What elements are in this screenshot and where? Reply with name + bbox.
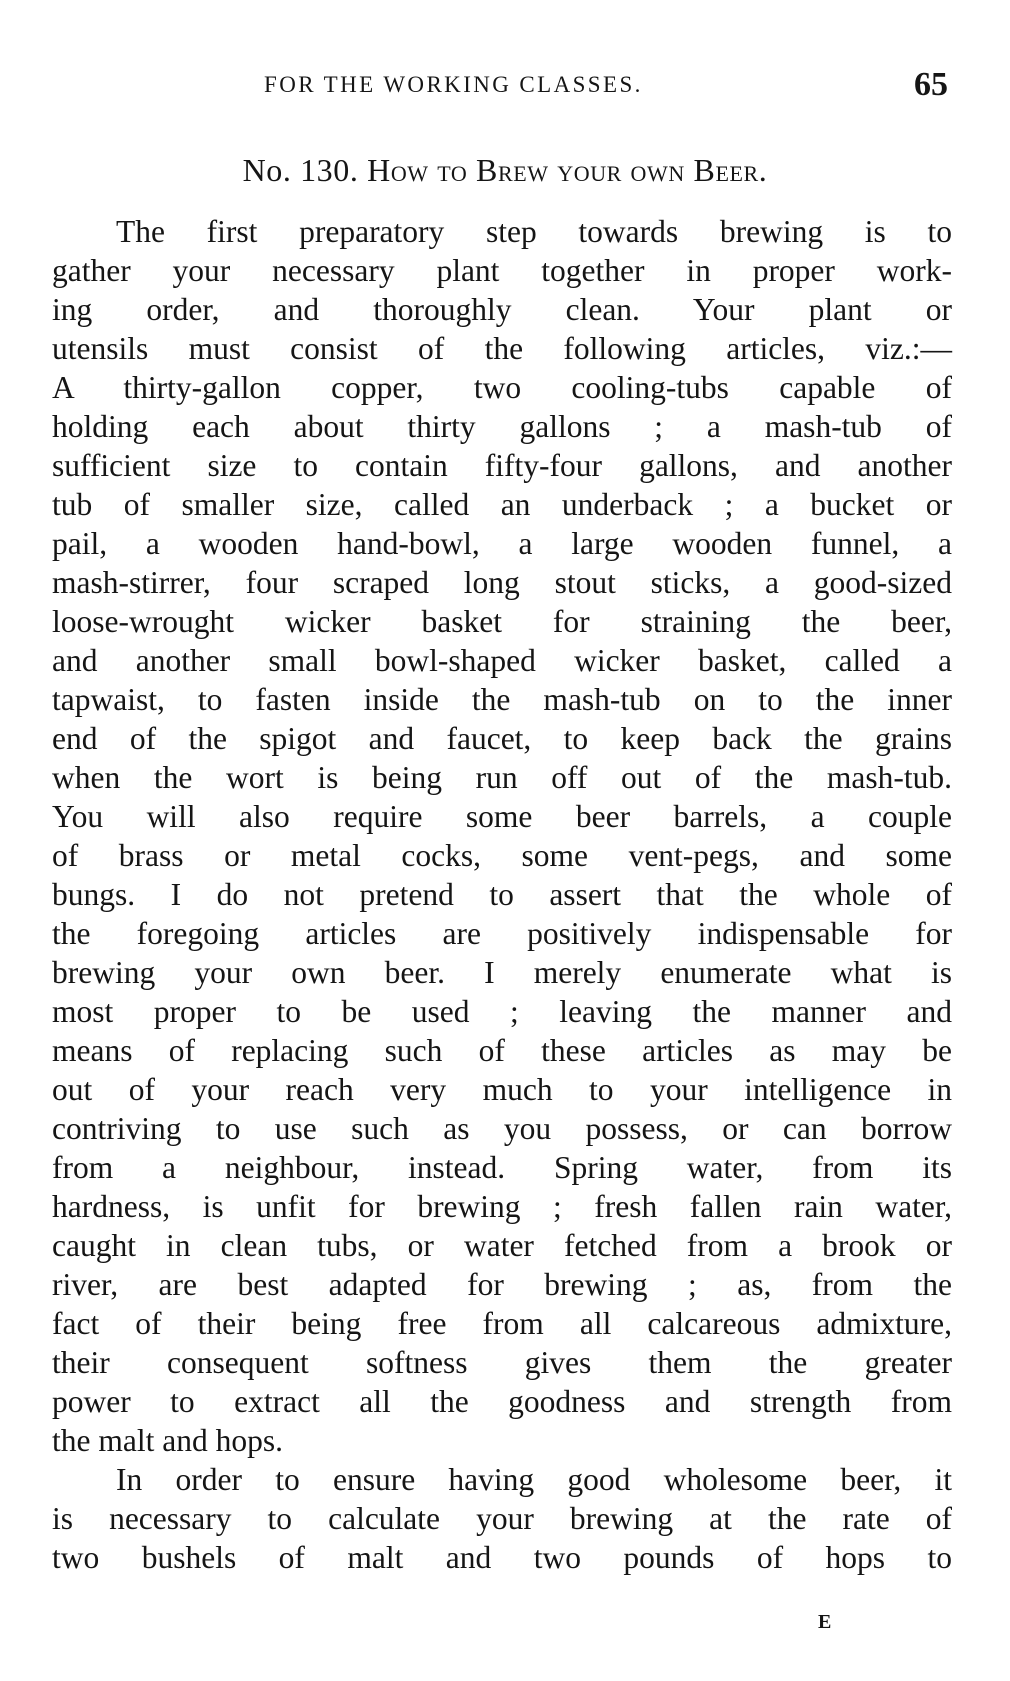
text-line: bungs. I do not pretend to assert that the whole of (52, 877, 952, 912)
text-line: power to extract all the goodness and strength from (52, 1384, 952, 1419)
text-line: brewing your own beer. I merely enumerate what is (52, 955, 952, 990)
text-line: tub of smaller size, called an underback ; a bucket or (52, 487, 952, 522)
text-line: from a neighbour, instead. Spring water, from its (52, 1150, 952, 1185)
section-heading: How to Brew your own Beer. (367, 152, 768, 188)
text-line: holding each about thirty gallons ; a mash-tub of (52, 409, 952, 444)
paragraph (52, 212, 952, 1460)
text-line: out of your reach very much to your intelligence in (52, 1072, 952, 1107)
text-line: You will also require some beer barrels, a couple (52, 799, 952, 834)
text-line: most proper to be used ; leaving the manner and (52, 994, 952, 1029)
text-line: the malt and hops. (52, 1423, 283, 1458)
page-number: 65 (914, 66, 948, 103)
text-line: caught in clean tubs, or water fetched from a brook or (52, 1228, 952, 1263)
paragraph (52, 1460, 952, 1577)
text-line: ing order, and thoroughly clean. Your plant or (52, 292, 952, 327)
text-line: two bushels of malt and two pounds of hops to (52, 1540, 952, 1575)
text-line: contriving to use such as you possess, or can borrow (52, 1111, 952, 1146)
body-text (52, 212, 952, 1577)
text-line: utensils must consist of the following articles, viz.:— (52, 331, 952, 366)
text-line: pail, a wooden hand-bowl, a large wooden funnel, a (52, 526, 952, 561)
section-title (0, 152, 1010, 189)
text-line: sufficient size to contain fifty-four gallons, and another (52, 448, 952, 483)
text-line: when the wort is being run off out of the mash-tub. (52, 760, 952, 795)
text-line: is necessary to calculate your brewing at the rate of (52, 1501, 952, 1536)
text-line: The first preparatory step towards brewing is to (116, 214, 952, 249)
text-line: and another small bowl-shaped wicker basket, called a (52, 643, 952, 678)
text-line: of brass or metal cocks, some vent-pegs, and some (52, 838, 952, 873)
text-line: end of the spigot and faucet, to keep back the grains (52, 721, 952, 756)
running-title: FOR THE WORKING CLASSES. (264, 72, 643, 97)
text-line: the foregoing articles are positively indispensable for (52, 916, 952, 951)
text-line: fact of their being free from all calcareous admixture, (52, 1306, 952, 1341)
text-line: means of replacing such of these articles as may be (52, 1033, 952, 1068)
text-line: loose-wrought wicker basket for straining the beer, (52, 604, 952, 639)
running-head (50, 66, 950, 106)
text-line: tapwaist, to fasten inside the mash-tub on to the inner (52, 682, 952, 717)
section-number: No. 130. (242, 152, 359, 188)
text-line: gather your necessary plant together in proper work- (52, 253, 952, 288)
text-line: river, are best adapted for brewing ; as, from the (52, 1267, 952, 1302)
text-line: A thirty-gallon copper, two cooling-tubs capable of (52, 370, 952, 405)
text-line: hardness, is unfit for brewing ; fresh fallen rain water, (52, 1189, 952, 1224)
text-line: In order to ensure having good wholesome beer, it (116, 1462, 952, 1497)
signature-mark: E (818, 1611, 832, 1633)
text-line: mash-stirrer, four scraped long stout sticks, a good-sized (52, 565, 952, 600)
text-line: their consequent softness gives them the greater (52, 1345, 952, 1380)
